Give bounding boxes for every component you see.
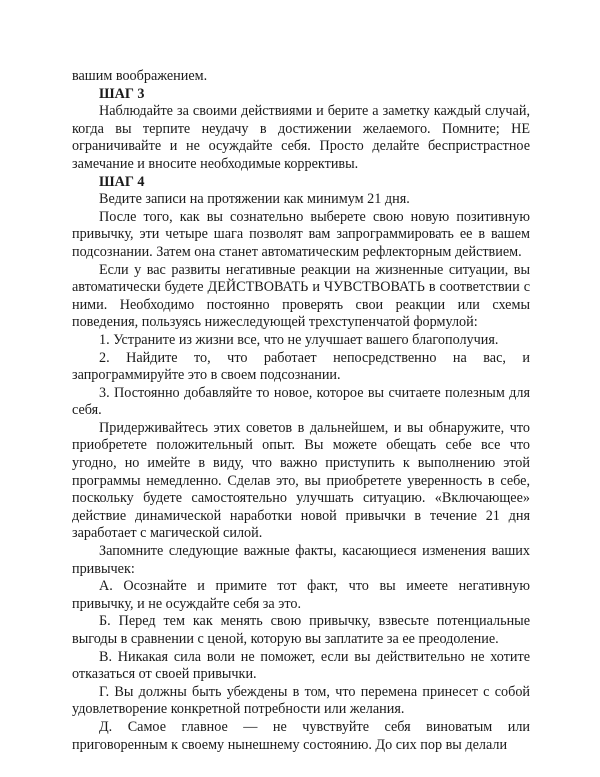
formula-item-2: 2. Найдите то, что работает непосредственно на вас, и запрограммируйте это в своем подсознании.: [72, 349, 530, 384]
step-4-text: Ведите записи на протяжении как минимум 21 дня.: [99, 191, 410, 208]
fact-b: Б. Перед тем как менять свою привычку, взвесьте потенциальные выгоды в сравнении с ценой, которую вы заплатите за ее преодоление.: [72, 613, 530, 647]
fact-g: Г. Вы должны быть убеждены в том, что перемена принесет с собой удовлетворение конкретной потребности или желания.: [72, 683, 530, 718]
continuation-text: вашим воображением.: [72, 68, 208, 84]
formula-item-1: 1. Устраните из жизни все, что не улучшает вашего благополучия.: [99, 331, 499, 348]
fact-v: В. Никакая сила воли не поможет, если вы действительно не хотите отказаться от своей привычки.: [72, 648, 530, 683]
fact-d: Д. Самое главное — не чувствуйте себя виноватым или приговоренным к своему нынешнему состоянию. До сих пор вы делали: [72, 718, 530, 753]
paragraph-advice: Придерживайтесь этих советов в дальнейшем, и вы обнаружите, что приобретете положительный опыт. Вы можете обещать себе все что угодно, но имейте в виду, что важно приступить к выполнению этой программы немедленно. Сделав это, вы приобретете уверенность в себе, поскольку будете самостоятельно улучшать ситуацию. «Включающее» действие динамической наработки новой привычки в течение 21 дня заработает с магической силой.: [72, 419, 530, 542]
paragraph-negative-reactions: Если у вас развиты негативные реакции на жизненные ситуации, вы автоматически будете ДЕЙСТВОВАТЬ и ЧУВСТВОВАТЬ в соответствии с ними. Необходимо постоянно проверять свои реакции или схемы поведения, пользуясь нижеследующей трехступенчатой формулой:: [72, 261, 530, 331]
step-3-heading: ШАГ 3: [99, 85, 145, 102]
formula-item-3: 3. Постоянно добавляйте то новое, которое вы считаете полезным для себя.: [72, 384, 530, 419]
step-3-text: Наблюдайте за своими действиями и берите а заметку каждый случай, когда вы терпите неудачу в достижении желаемого. Помните; НЕ ограничивайте и не осуждайте себя. Просто делайте беспристрастное замечание и вносите необходимые коррективы.: [72, 103, 530, 172]
paragraph-important-facts: Запомните следующие важные факты, касающиеся изменения ваших привычек:: [72, 543, 530, 577]
paragraph-habit-programming: После того, как вы сознательно выберете свою новую позитивную привычку, эти четыре шага позволят вам запрограммировать ее в вашем подсознании. Затем она станет автоматическим рефлекторным действием.: [72, 208, 530, 260]
step-4-heading: ШАГ 4: [99, 173, 145, 190]
fact-a: А. Осознайте и примите тот факт, что вы имеете негативную привычку, и не осуждайте себя за это.: [72, 578, 530, 612]
